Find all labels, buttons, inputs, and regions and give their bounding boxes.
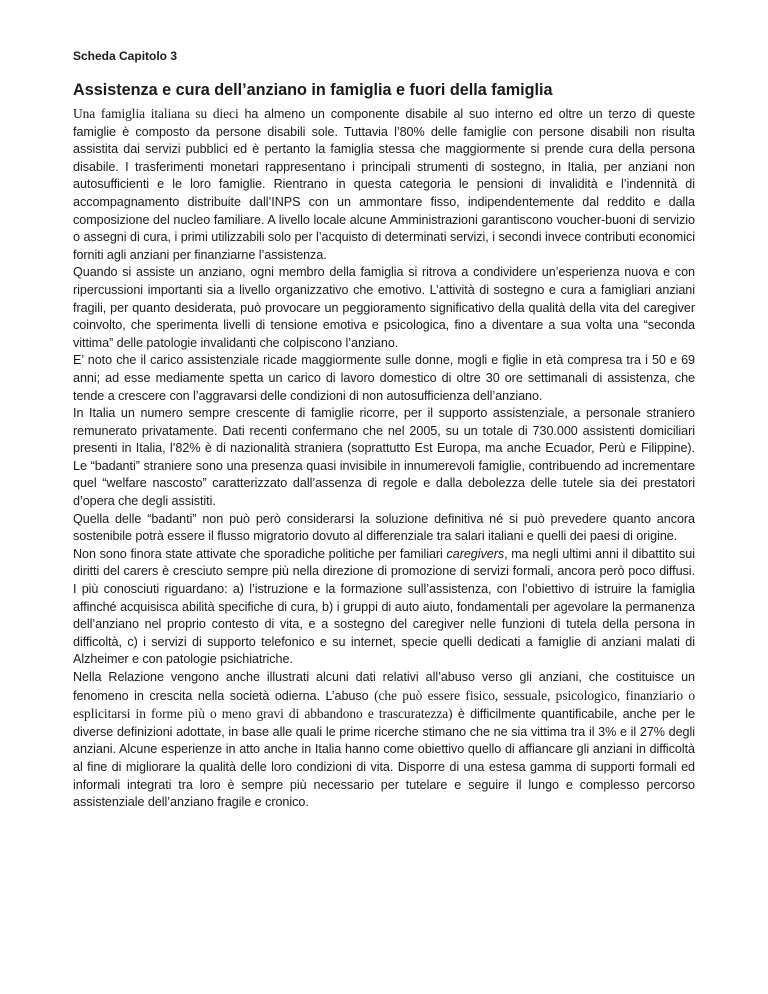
paragraph-6-intro: Non sono finora state attivate che sporadiche politiche per familiari (73, 546, 447, 561)
document-page (73, 48, 695, 812)
paragraph-4: In Italia un numero sempre crescente di famiglie ricorre, per il supporto assistenziale, a personale straniero remunerato privatamente. Dati recenti confermano che nel 2005, su un totale di 730.000 assistenti domiciliari presenti in Italia, l’82% è di nazionalità straniera (soprattutto Est Europa, ma anche Ecuador, Perù e Filippine). Le “badanti” straniere sono una presenza quasi invisibile in innumerevoli famiglie, contribuendo ad incrementare quel “welfare nascosto” caratterizzato dall’assenza di regole e dalla debolezza delle tutele sia dei prestatori d’opera che degli assistiti. (73, 406, 695, 509)
document-body (73, 105, 695, 812)
paragraph-6-italic-term: caregivers (446, 546, 505, 561)
paragraph-7-serif-aside: (che può essere fisico, sessuale, psicologico, finanziario o esplicitarsi in forme più o meno gravi di abbandono e trascuratezza) (73, 687, 696, 722)
paragraph-1-lead: Una famiglia italiana su dieci (73, 106, 239, 121)
document-title: Assistenza e cura dell’anziano in famiglia e fuori della famiglia (73, 81, 553, 99)
paragraph-3: E’ noto che il carico assistenziale ricade maggiormente sulle donne, mogli e figlie in età compresa tra i 50 e 69 anni; ad esse mediamente spetta un carico di lavoro domestico di oltre 30 ore settimanali di assistenza, che tende a crescere con l’aggravarsi delle condizioni di non autosufficienza dell’anziano. (73, 353, 695, 403)
paragraph-1-text: ha almeno un componente disabile al suo interno ed oltre un terzo di queste famiglie è composto da persone disabili sole. Tuttavia l’80% delle famiglie con persone disabili non risulta assistita dai servizi pubblici ed è pertanto la famiglia stessa che maggiormente si prende cura della persona disabile. I trasferimenti monetari rappresentano i principali strumenti di sostegno, in Italia, per anziani non autosufficienti e le loro famiglie. Rientrano in questa categoria le pensioni di invalidità e l’indennità di accompagnamento distribuite dall’INPS con un ammontare fisso, indipendentemente dal reddito e dalla composizione del nucleo familiare. A livello locale alcune Amministrazioni garantiscono voucher-buoni di servizio o assegni di cura, i primi utilizzabili solo per l’acquisto di determinati servizi, i secondi invece contributi economici forniti agli anziani per finanziarne l’assistenza. (73, 107, 695, 262)
paragraph-6 (73, 546, 695, 669)
chapter-label: Scheda Capitolo 3 (73, 49, 178, 63)
paragraph-5: Quella delle “badanti” non può però considerarsi la soluzione definitiva né si può prevedere quanto ancora sostenibile potrà essere il flusso migratorio dovuto al differenziale tra salari italiani e quelli dei paesi di origine. (73, 511, 695, 544)
paragraph-7-intro: Nella Relazione vengono anche illustrati alcuni dati relativi all’abuso verso gli anziani, che costituisce un fenomeno in crescita nella società odierna. L’abuso (73, 670, 695, 703)
paragraph-7 (73, 669, 695, 812)
paragraph-7-text: è difficilmente quantificabile, anche per le diverse definizioni adottate, in base alle quali le prime ricerche stimano che ne sia vittima tra il 3% e il 27% degli anziani. Alcune esperienze in atto anche in Italia hanno come obiettivo quello di affiancare gli anziani in difficoltà al fine di migliorare la qualità delle loro condizioni di vita. Disporre di una estesa gamma di supporti formali ed informali integrati tra loro è sempre più necessario per tutelare e seguire il lungo e complesso percorso assistenziale dell’anziano fragile e cronico. (73, 707, 695, 810)
paragraph-1 (73, 105, 695, 264)
paragraph-6-text: , ma negli ultimi anni il dibattito sui diritti del carers è cresciuto sempre più nella direzione di promozione di servizi formali, ancora però poco diffusi. I più conosciuti riguardano: a) l’istruzione e la formazione sull’assistenza, con l’obiettivo di istruire la famiglia affinché acquisisca abilità specifiche di cura, b) i gruppi di auto aiuto, fondamentali per agevolare la permanenza dell’anziano nel proprio contesto di vita, e a sostegno del caregiver nelle funzioni di tutela della persona in difficoltà, c) i servizi di supporto telefonico e su internet, specie quelli dedicati a famiglie di anziani malati di Alzheimer e con patologie psichiatriche. (73, 546, 695, 667)
paragraph-2: Quando si assiste un anziano, ogni membro della famiglia si ritrova a condividere un’esperienza nuova e con ripercussioni importanti sia a livello organizzativo che emotivo. L’attività di sostegno e cura a famigliari anziani fragili, per quanto desiderata, può provocare un peggioramento significativo della qualità della vita del caregiver coinvolto, che sperimenta livelli di tensione emotiva e psicologica, fino a diventare a sua volta una “seconda vittima” delle patologie invalidanti che colpiscono l’anziano. (73, 265, 695, 350)
